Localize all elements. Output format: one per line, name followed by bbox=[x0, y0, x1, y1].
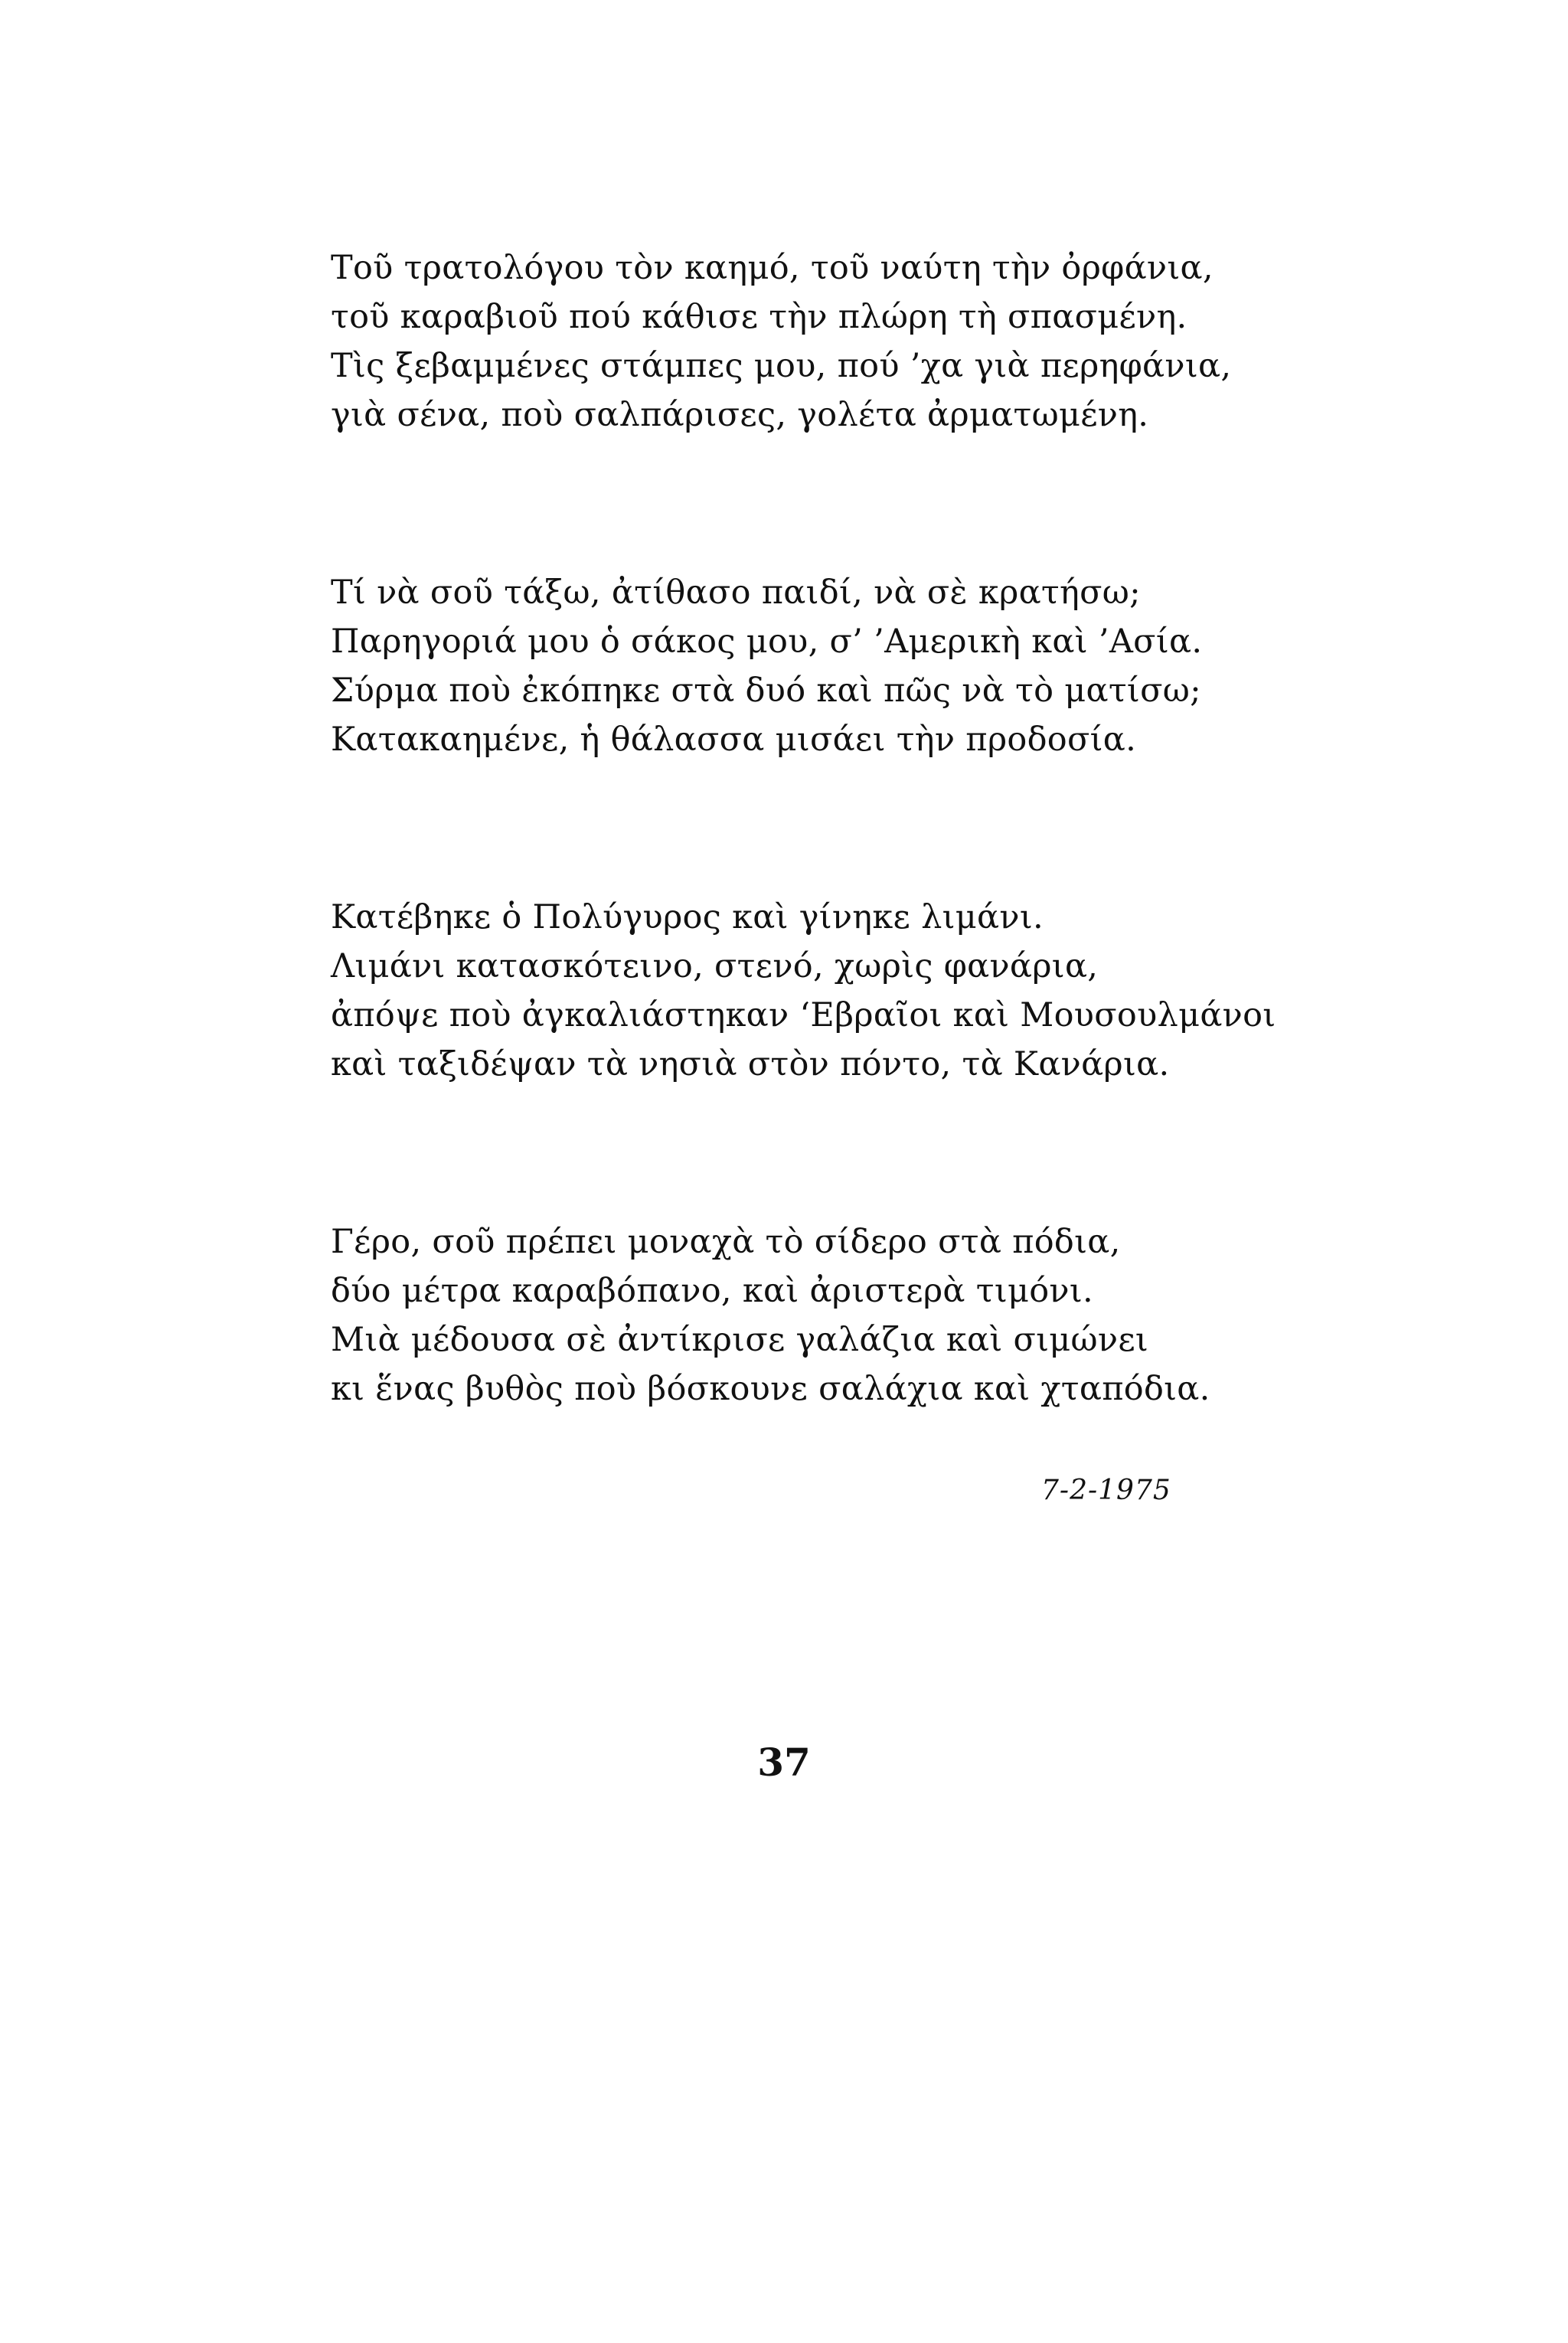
poem-line: Μιὰ μέδουσα σὲ ἀντίκρισε γαλάζια καὶ σιμώνει bbox=[331, 1321, 1149, 1359]
poem-line: Κατέβηκε ὁ Πολύγυρος καὶ γίνηκε λιμάνι. bbox=[331, 898, 1044, 936]
poem-line: τοῦ καραβιοῦ πού κάθισε τὴν πλώρη τὴ σπασμένη. bbox=[331, 298, 1187, 336]
poem-line: Τοῦ τρατολόγου τὸν καημό, τοῦ ναύτη τὴν ὀρφάνια, bbox=[331, 249, 1214, 287]
poem-date: 7-2-1975 bbox=[1041, 1475, 1171, 1506]
poem-line: κι ἕνας βυθὸς ποὺ βόσκουνε σαλάχια καὶ χταπόδια. bbox=[331, 1370, 1210, 1408]
stanza-2 bbox=[331, 568, 1295, 764]
page-number: 37 bbox=[757, 1740, 811, 1785]
stanza-1 bbox=[331, 243, 1295, 440]
poem-line: Παρηγοριά μου ὁ σάκος μου, σ’ ’Αμερικὴ καὶ ’Ασία. bbox=[331, 623, 1203, 661]
stanza-4 bbox=[331, 1217, 1295, 1413]
poem-line: γιὰ σένα, ποὺ σαλπάρισες, γολέτα ἀρματωμένη. bbox=[331, 396, 1149, 434]
poem bbox=[331, 243, 1295, 1413]
poem-line: ἀπόψε ποὺ ἀγκαλιάστηκαν ‘Εβραῖοι καὶ Μουσουλμάνοι bbox=[331, 996, 1276, 1034]
stanza-3 bbox=[331, 893, 1295, 1089]
poem-line: δύο μέτρα καραβόπανο, καὶ ἀριστερὰ τιμόνι. bbox=[331, 1272, 1093, 1310]
poem-line: Τί νὰ σοῦ τάξω, ἀτίθασο παιδί, νὰ σὲ κρατήσω; bbox=[331, 573, 1141, 612]
poem-line: Λιμάνι κατασκότεινο, στενό, χωρὶς φανάρια, bbox=[331, 947, 1099, 985]
poem-line: Κατακαημένε, ἡ θάλασσα μισάει τὴν προδοσία. bbox=[331, 721, 1137, 759]
poem-line: καὶ ταξιδέψαν τὰ νησιὰ στὸν πόντο, τὰ Κανάρια. bbox=[331, 1045, 1170, 1083]
poem-line: Σύρμα ποὺ ἐκόπηκε στὰ δυό καὶ πῶς νὰ τὸ ματίσω; bbox=[331, 672, 1201, 710]
poem-line: Τὶς ξεβαμμένες στάμπες μου, πού ’χα γιὰ περηφάνια, bbox=[331, 347, 1232, 385]
poem-line: Γέρο, σοῦ πρέπει μοναχὰ τὸ σίδερο στὰ πόδια, bbox=[331, 1223, 1121, 1261]
